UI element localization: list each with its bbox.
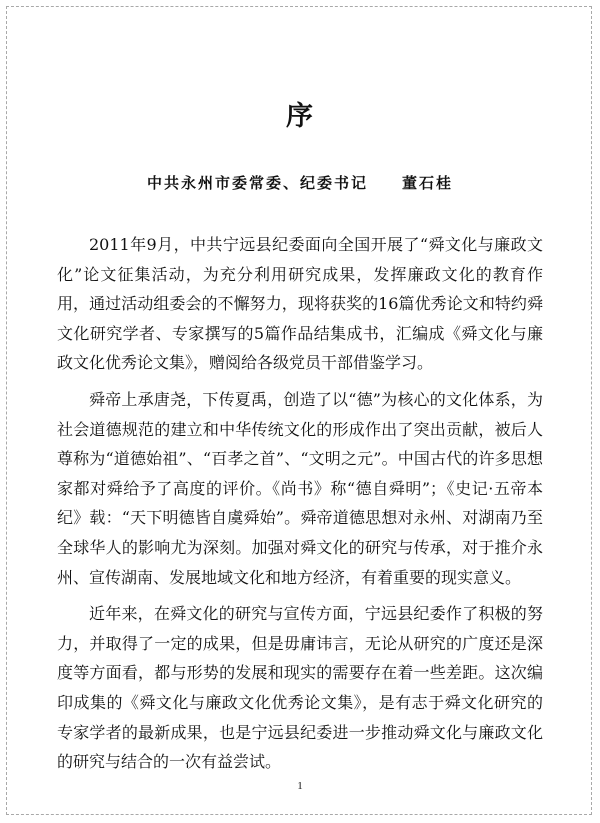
author-position: 中共永州市委常委、纪委书记 (146, 174, 368, 192)
page-title: 序 (286, 101, 314, 132)
paragraph-1: 2011年9月，中共宁远县纪委面向全国开展了“舜文化与廉政文化”论文征集活动，为充分利用研究成果，发挥廉政文化的教育作用，通过活动组委会的不懈努力，现将获奖的16篇优秀论文和特约舜文化研究学者、专家撰写的5篇作品结集成书，汇编成《舜文化与廉政文化优秀论文集》，赠阅给各级党员干部借鉴学习。 (57, 235, 543, 373)
author-name: 董石桂 (402, 174, 454, 192)
page-number: 1 (297, 780, 303, 792)
paragraph-2: 舜帝上承唐尧，下传夏禹，创造了以“德”为核心的文化体系，为社会道德规范的建立和中华传统文化的形成作出了突出贡献，被后人尊称为“道德始祖”、“百孝之首”、“文明之元”。中国古代的许多思想家都对舜给予了高度的评价。《尚书》称“德自舜明”；《史记·五帝本纪》载：“天下明德皆自虞舜始”。舜帝道德思想对永州、对湖南乃至全球华人的影响尤为深刻。加强对舜文化的研究与传承，对于推介永州、宣传湖南、发展地域文化和地方经济，有着重要的现实意义。 (57, 389, 543, 587)
byline (0, 172, 600, 193)
body-text (57, 230, 543, 784)
paragraph-3: 近年来，在舜文化的研究与宣传方面，宁远县纪委作了积极的努力，并取得了一定的成果，但是毋庸讳言，无论从研究的广度还是深度等方面看，都与形势的发展和现实的需要存在着一些差距。这次编印成集的《舜文化与廉政文化优秀论文集》，是有志于舜文化研究的专家学者的最新成果，也是宁远县纪委进一步推动舜文化与廉政文化的研究与结合的一次有益尝试。 (57, 604, 543, 772)
